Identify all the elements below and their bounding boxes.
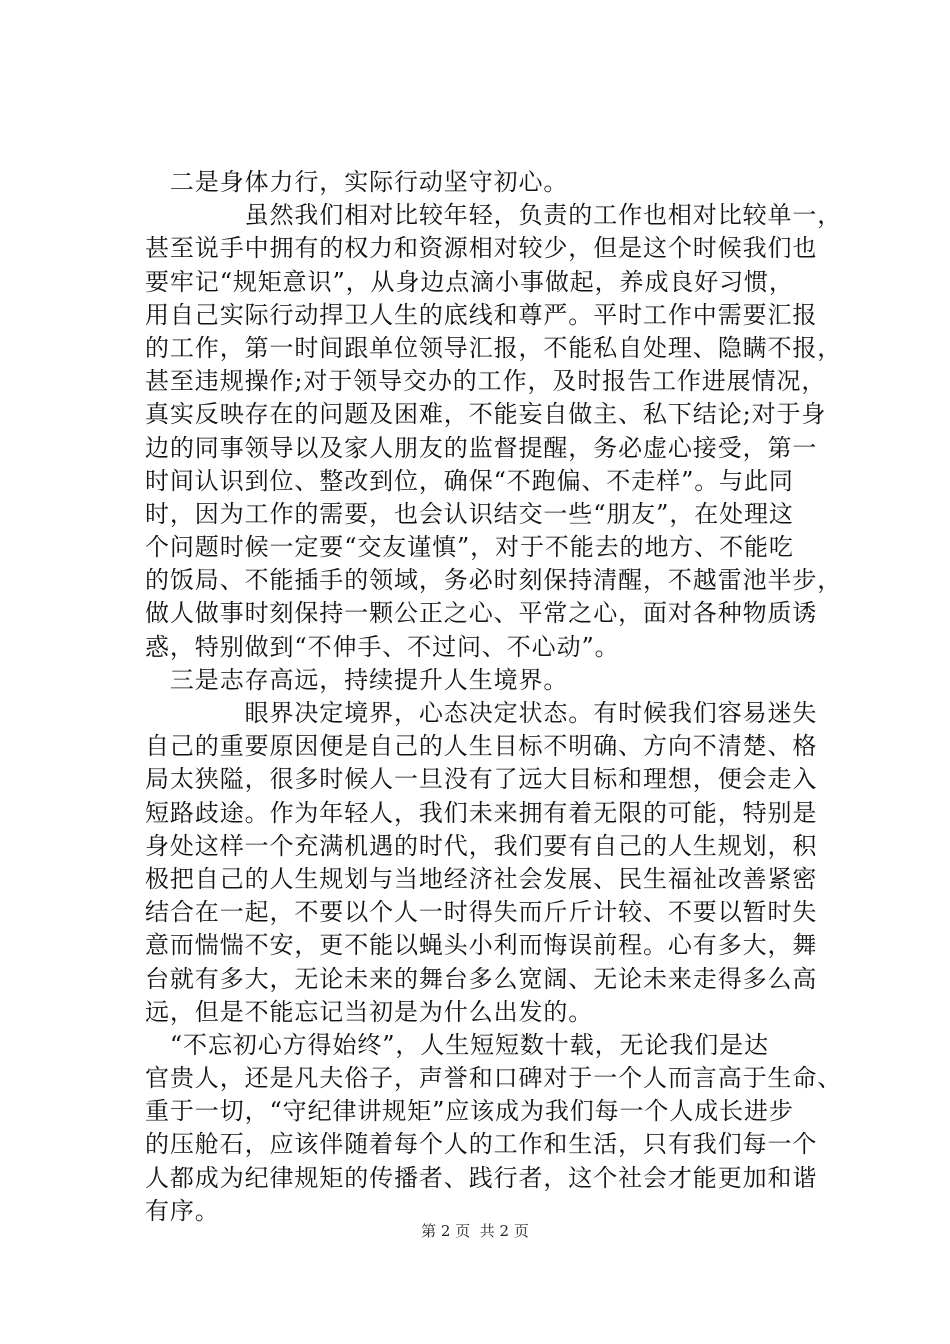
text-line: 个问题时候一定要“交友谨慎”，对于不能去的地方、不能吃 [145,533,794,562]
text-line: 边的同事领导以及家人朋友的监督提醒，务必虚心接受，第一 [145,433,818,462]
text-line: 惑，特别做到“不伸手、不过问、不心动”。 [145,632,620,661]
text-line: “不忘初心方得始终”，人生短短数十载，无论我们是达 [169,1030,769,1059]
text-line: 时，因为工作的需要，也会认识结交一些“朋友”，在处理这 [145,499,794,528]
text-line: 短路歧途。作为年轻人，我们未来拥有着无限的可能，特别是 [145,798,818,827]
text-line: 身处这样一个充满机遇的时代，我们要有自己的人生规划，积 [145,831,818,860]
text-line: 真实反映存在的问题及困难，不能妄自做主、私下结论;对于身 [145,400,827,429]
page-footer: 第 2 页 共 2 页 [421,1222,529,1240]
text-line: 做人做事时刻保持一颗公正之心、平常之心，面对各种物质诱 [145,599,818,628]
text-line: 时间认识到位、整改到位，确保“不跑偏、不走样”。与此同 [145,466,794,495]
text-line: 重于一切，“守纪律讲规矩”应该成为我们每一个人成长进步 [145,1097,794,1126]
text-line: 用自己实际行动捍卫人生的底线和尊严。平时工作中需要汇报 [145,300,818,329]
text-line: 要牢记“规矩意识”，从身边点滴小事做起，养成良好习惯， [145,267,794,296]
text-line: 极把自己的人生规划与当地经济社会发展、民生福祉改善紧密 [145,864,818,893]
text-line: 的饭局、不能插手的领域，务必时刻保持清醒，不越雷池半步， [145,566,843,595]
text-line: 结合在一起，不要以个人一时得失而斤斤计较、不要以暂时失 [145,898,818,927]
text-line: 自己的重要原因便是自己的人生目标不明确、方向不清楚、格 [145,732,818,761]
text-line: 有序。 [145,1196,220,1225]
text-line: 虽然我们相对比较年轻，负责的工作也相对比较单一， [244,201,843,230]
text-line: 官贵人，还是凡夫俗子，声誉和口碑对于一个人而言高于生命、 [145,1064,843,1093]
text-line: 二是身体力行，实际行动坚守初心。 [169,168,569,196]
text-line: 甚至说手中拥有的权力和资源相对较少，但是这个时候我们也 [145,234,818,263]
text-line: 的压舱石，应该伴随着每个人的工作和生活，只有我们每一个 [145,1130,818,1159]
text-line: 远，但是不能忘记当初是为什么出发的。 [145,997,594,1026]
text-line: 眼界决定境界，心态决定状态。有时候我们容易迷失 [244,699,818,727]
text-line: 意而惴惴不安，更不能以蝇头小利而悔误前程。心有多大，舞 [145,931,818,960]
text-line: 甚至违规操作;对于领导交办的工作，及时报告工作进展情况， [145,367,827,396]
text-line: 局太狭隘，很多时候人一旦没有了远大目标和理想，便会走入 [145,765,818,794]
text-line: 人都成为纪律规矩的传播者、践行者，这个社会才能更加和谐 [145,1163,818,1192]
document-body [145,166,843,1228]
text-line: 台就有多大，无论未来的舞台多么宽阔、无论未来走得多么高 [145,964,818,993]
text-line: 的工作，第一时间跟单位领导汇报，不能私自处理、隐瞒不报， [145,333,843,362]
text-line: 三是志存高远，持续提升人生境界。 [169,665,569,694]
